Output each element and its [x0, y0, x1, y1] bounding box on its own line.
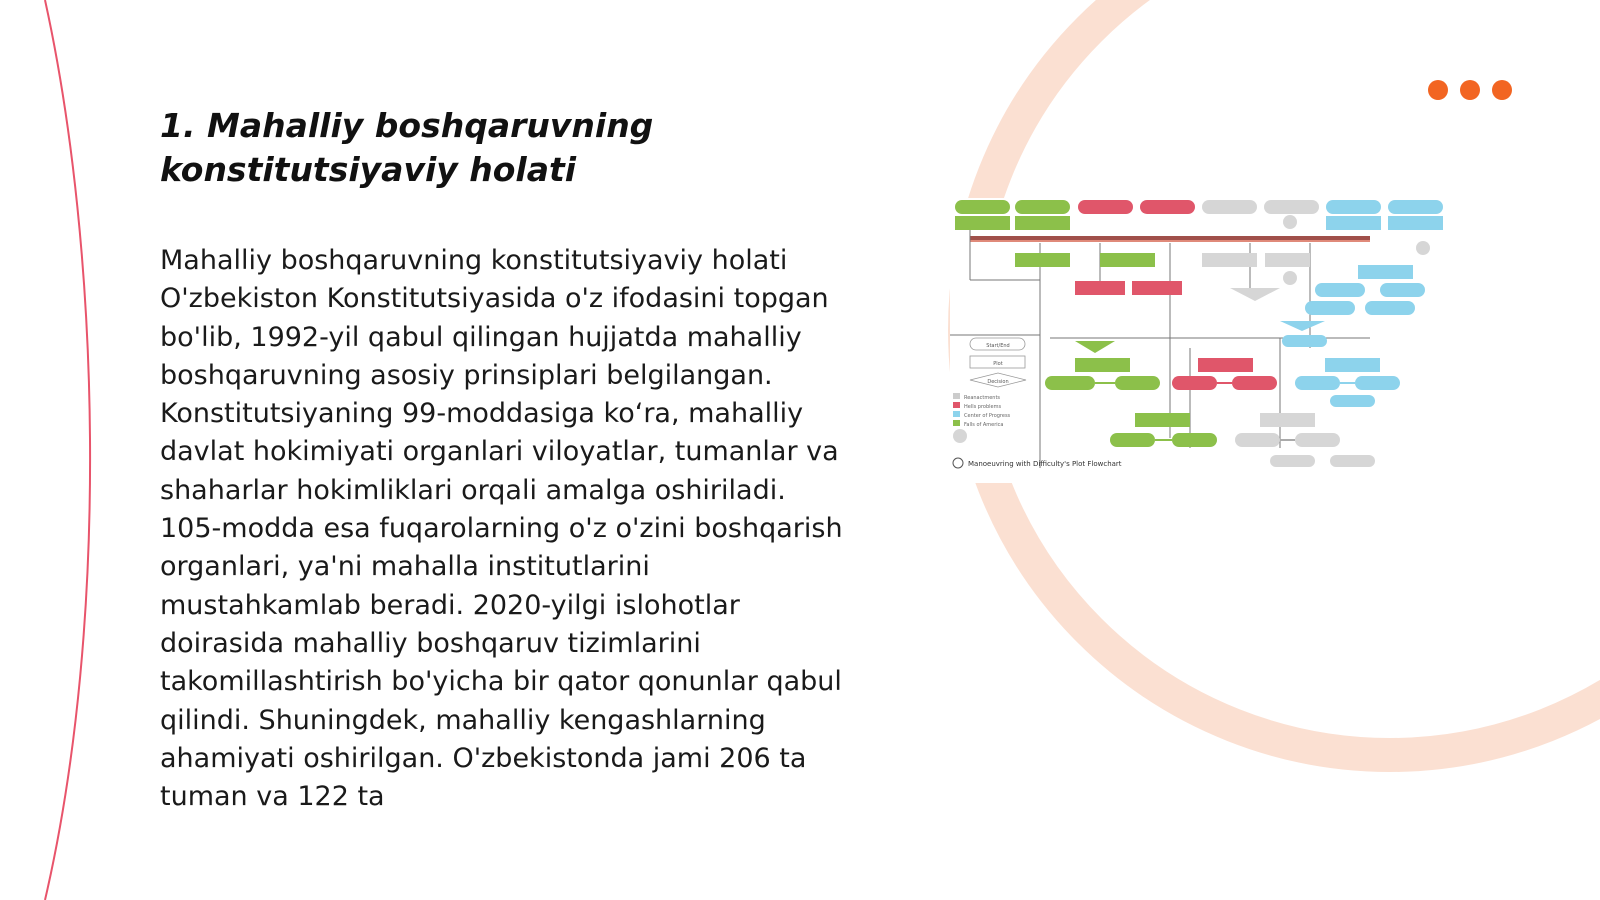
svg-text:Falls of America: Falls of America	[964, 422, 1004, 428]
legend-label: Start/End	[986, 343, 1010, 349]
flowchart-caption: Manoeuvring with Difficulty's Plot Flowchart	[968, 460, 1122, 468]
slide-title: 1. Mahalliy boshqaruvning konstitutsiyaviy holati	[160, 106, 654, 189]
left-red-curve	[45, 0, 90, 900]
body-paragraph: Mahalliy boshqaruvning konstitutsiyaviy holati O'zbekiston Konstitutsiyasida o'z ifodasini topgan bo'lib, 1992-yil qabul qilingan hujjatda mahalliy boshqaruvning asosiy prinsiplari belgilangan. Konstitutsiyaning 99-moddasiga ko‘ra, mahalliy davlat hokimiyati organlari viloyatlar, tumanlar va shaharlar hokimliklari orqali amalga oshiriladi. 105-modda esa fuqarolarning o'z o'zini boshqarish organlari, ya'ni mahalla institutlarini mustahkamlab beradi. 2020-yilgi islohotlar doirasida mahalliy boshqaruv tizimlarini takomillashtirish bo'yicha bir qator qonunlar qabul qilindi. Shuningdek, mahalliy kengashlarning ahamiyati oshirilgan. O'zbekistonda jami 206 ta tuman va 122 ta	[160, 245, 843, 813]
plot-flowchart-image	[950, 198, 1450, 483]
legend-label: Decision	[987, 379, 1009, 385]
svg-text:Center of Progress: Center of Progress	[964, 413, 1011, 419]
svg-text:Reanactments: Reanactments	[964, 395, 1001, 401]
svg-text:Hells problems: Hells problems	[964, 404, 1002, 410]
legend-label: Plot	[993, 361, 1003, 367]
flowchart-graphic	[950, 198, 1450, 483]
three-dots-icon	[1426, 78, 1514, 102]
